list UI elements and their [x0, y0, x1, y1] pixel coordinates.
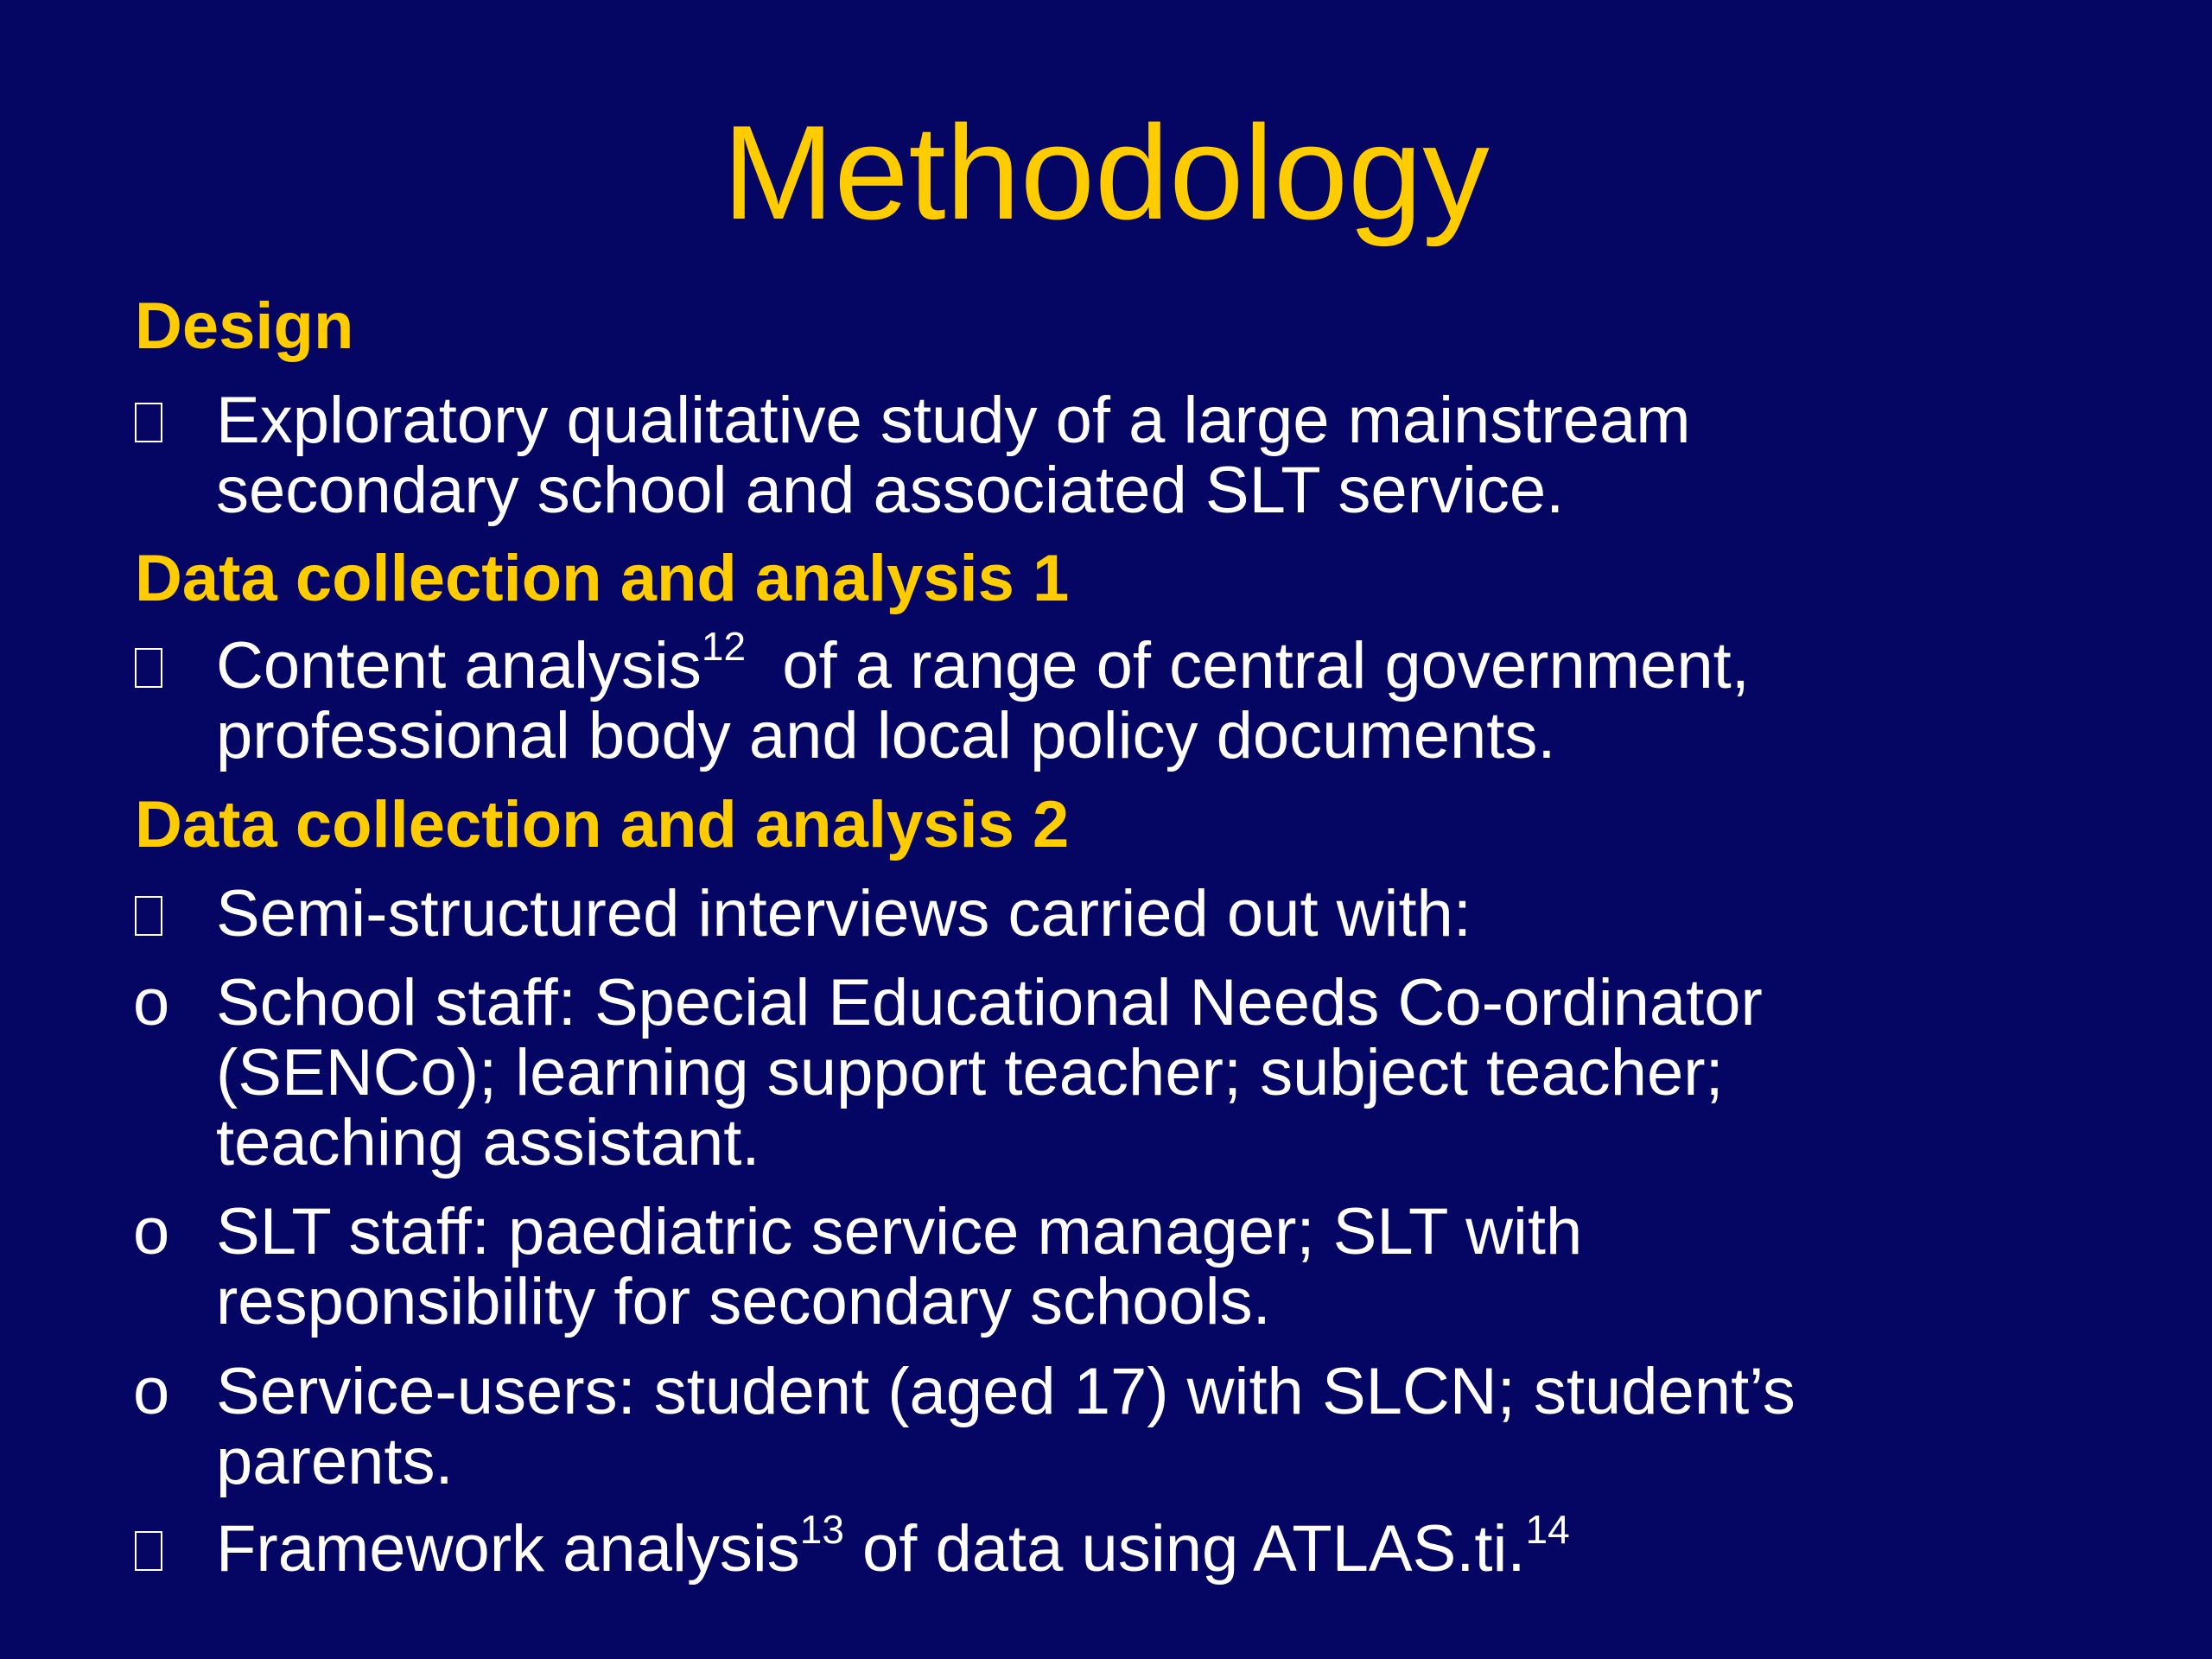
bullet-text [216, 968, 1763, 1178]
bullet-text-line: responsibility for secondary schools. [216, 1265, 1271, 1338]
footnote-ref: 14 [1525, 1506, 1570, 1552]
bullet-text-line: Exploratory qualitative study of a large mainstream [216, 384, 1691, 457]
square-bullet-icon [135, 1531, 162, 1571]
bullet-text-line: Framework analysis [216, 1512, 800, 1586]
bullet-text-line: Service-users: student (aged 17) with SLCN; student’s [216, 1355, 1796, 1428]
bullet-text-line: (SENCo); learning support teacher; subject teacher; [216, 1036, 1724, 1109]
bullet-text [216, 385, 1691, 525]
sub-bullet-marker: o [133, 966, 170, 1039]
bullet-text [216, 1197, 1582, 1337]
bullet-text [216, 1357, 1796, 1497]
slide-title: Methodology [722, 98, 1490, 247]
heading-design: Design [135, 289, 354, 363]
bullet-text-line: School staff: Special Educational Needs Co-ordinator [216, 966, 1763, 1039]
bullet-text-line: Content analysis [216, 629, 702, 702]
square-bullet-icon [135, 648, 162, 688]
footnote-ref: 12 [701, 623, 747, 669]
bullet-text [216, 623, 1750, 772]
bullet-text: Semi-structured interviews carried out with: [216, 877, 1471, 950]
bullet-text-line: of a range of central government, [746, 629, 1750, 702]
sub-bullet-marker: o [133, 1195, 170, 1268]
bullet-text-line: of data using ATLAS.ti. [843, 1512, 1526, 1586]
footnote-ref: 13 [799, 1506, 844, 1552]
sub-bullet-marker: o [133, 1355, 170, 1428]
bullet-text-line: SLT staff: paediatric service manager; SLT with [216, 1195, 1583, 1268]
bullet-text [216, 1506, 1570, 1586]
bullet-text-line: parents. [216, 1425, 454, 1498]
heading-data-collection-2: Data collection and analysis 2 [135, 788, 1070, 861]
square-bullet-icon [135, 403, 162, 442]
bullet-text-line: secondary school and associated SLT service. [216, 454, 1565, 527]
bullet-text-line: teaching assistant. [216, 1106, 760, 1179]
square-bullet-icon [135, 896, 162, 936]
bullet-text-line: professional body and local policy documents. [216, 699, 1556, 772]
heading-data-collection-1: Data collection and analysis 1 [135, 542, 1070, 615]
